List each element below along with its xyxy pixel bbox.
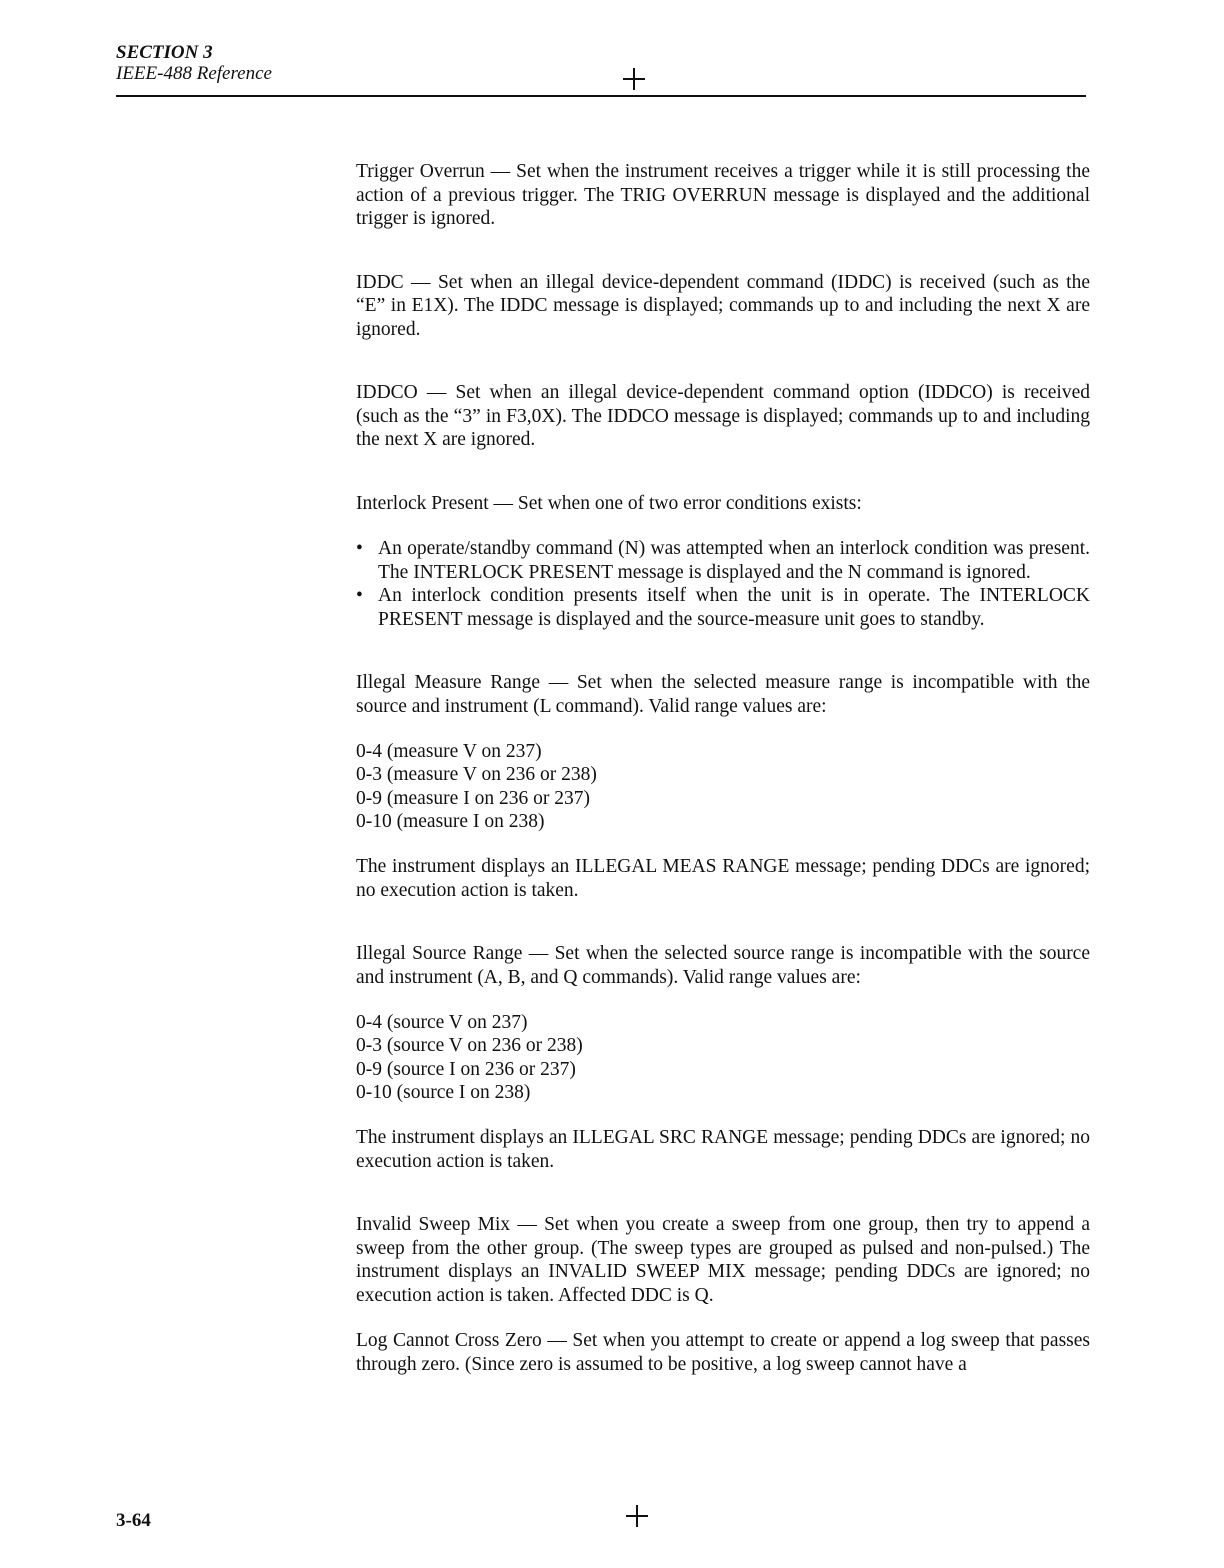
paragraph-measure-result: The instrument displays an ILLEGAL MEAS RANGE message; pending DDCs are ignored; no execution action is taken. — [356, 856, 1090, 901]
paragraph-iddco: IDDCO — Set when an illegal device-dependent command option (IDDCO) is received (such as the “3” in F3,0X). The IDDCO message is displayed; commands up to and including the next X are ignored. — [356, 382, 1090, 450]
header-rule — [116, 95, 1086, 97]
measure-range-list — [356, 740, 1090, 833]
list-item: • An interlock condition presents itself when the unit is in operate. The INTERLOCK PRESENT message is displayed and the source-measure unit goes to standby. — [356, 584, 1090, 631]
list-item: 0-4 (measure V on 237) — [356, 741, 542, 762]
paragraph-interlock-intro: Interlock Present — Set when one of two error conditions exists: — [356, 492, 862, 514]
registration-mark-top — [623, 68, 645, 90]
page-number: 3-64 — [116, 1510, 151, 1531]
section-label: SECTION 3 — [116, 42, 213, 63]
page-header — [116, 42, 1088, 98]
list-item: 0-4 (source V on 237) — [356, 1012, 528, 1034]
list-item: 0-9 (source I on 236 or 237) — [356, 1058, 576, 1080]
paragraph-trigger-overrun: Trigger Overrun — Set when the instrument receives a trigger while it is still processing the action of a previous trigger. The TRIG OVERRUN message is displayed and the additional trigger is ignored. — [356, 161, 1090, 229]
registration-mark-bottom — [626, 1505, 648, 1527]
section-title: IEEE-488 Reference — [116, 63, 272, 84]
paragraph-iddc: IDDC — Set when an illegal device-dependent command (IDDC) is received (such as the “E” in E1X). The IDDC message is displayed; commands up to and including the next X are ignored. — [356, 271, 1090, 340]
page-body — [356, 160, 1090, 1416]
list-item: 0-3 (source V on 236 or 238) — [356, 1035, 583, 1057]
paragraph-illegal-measure-range: Illegal Measure Range — Set when the selected measure range is incompatible with the source and instrument (L command). Valid range values are: — [356, 672, 1090, 717]
list-item: 0-10 (measure I on 238) — [356, 810, 545, 832]
list-item: 0-3 (measure V on 236 or 238) — [356, 764, 597, 786]
paragraph-invalid-sweep-mix: Invalid Sweep Mix — Set when you create a sweep from one group, then try to append a sweep from the other group. (The sweep types are grouped as pulsed and non-pulsed.) The instrument displays an INVALID SWEEP MIX message; pending DDCs are ignored; no execution action is taken. Affected DDC is Q. — [356, 1214, 1090, 1306]
paragraph-log-cannot-cross-zero: Log Cannot Cross Zero — Set when you attempt to create or append a log sweep that passes through zero. (Since zero is assumed to be positive, a log sweep cannot have a — [356, 1330, 1090, 1375]
paragraph-illegal-source-range: Illegal Source Range — Set when the selected source range is incompatible with the source and instrument (A, B, and Q commands). Valid range values are: — [356, 943, 1090, 988]
list-item: • An operate/standby command (N) was attempted when an interlock condition was present. The INTERLOCK PRESENT message is displayed and the N command is ignored. — [356, 537, 1090, 584]
list-item: 0-10 (source I on 238) — [356, 1082, 531, 1104]
source-range-list — [356, 1011, 1090, 1104]
list-item: 0-9 (measure I on 236 or 237) — [356, 787, 590, 809]
interlock-list — [356, 537, 1090, 631]
paragraph-source-result: The instrument displays an ILLEGAL SRC RANGE message; pending DDCs are ignored; no execution action is taken. — [356, 1127, 1090, 1172]
